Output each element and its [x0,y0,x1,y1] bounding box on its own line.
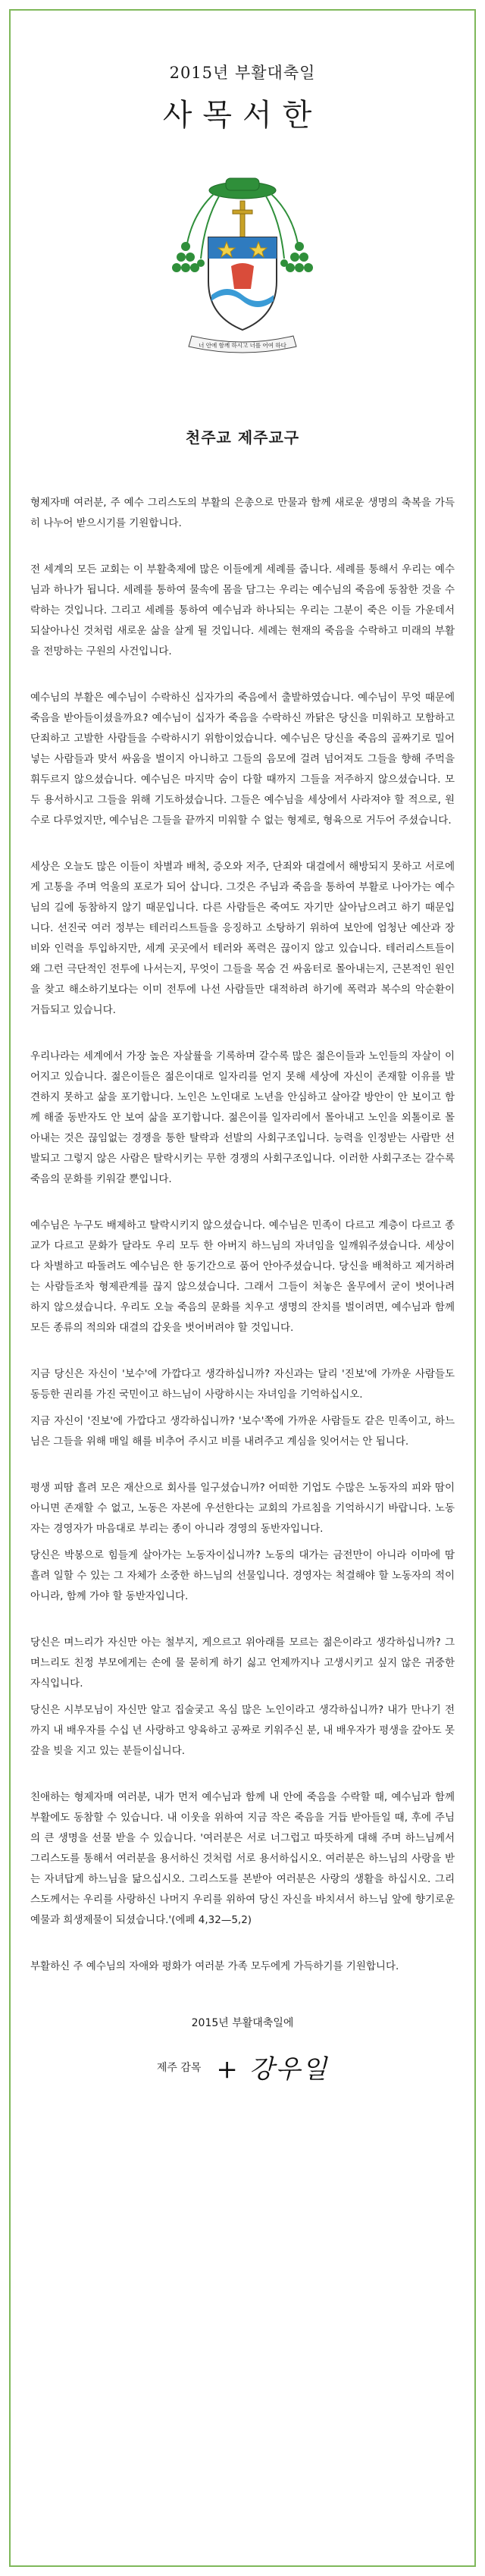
paragraph: 평생 피땀 흘려 모은 재산으로 회사를 일구셨습니까? 어떠한 기업도 수많은 노동자의 피와 땀이 아니면 존재할 수 없고, 노동은 자본에 우선한다는 교회의 가르침을 기억하시기 바랍니다. 노동자는 경영자가 마음대로 부리는 종이 아니라 경영의 동반자입니다. [30,1482,455,1535]
paragraph: 예수님은 누구도 배제하고 탈락시키지 않으셨습니다. 예수님은 민족이 다르고 계층이 다르고 종교가 다르고 문화가 달라도 우리 모두 한 아버지 하느님의 자녀임을 일깨워주셨습니다. 세상이 다 차별하고 따돌려도 예수님은 한 동기간으로 품어 안아주셨습니다. 당신을 배척하고 제거하려는 사람들조차 형제관계를 끊지 않으셨습니다. 그래서 그들이 처놓은 올무에서 굳이 벗어나려 하지 않으셨습니다. 우리도 오늘 죽음의 문화를 치우고 생명의 잔치를 벌이려면, 예수님과 함께 모든 종류의 적의와 대결의 갑옷을 벗어버려야 할 것입니다. [30,1219,455,1334]
paragraph: 예수님의 부활은 예수님이 수락하신 십자가의 죽음에서 출발하였습니다. 예수님이 무엇 때문에 죽음을 받아들이셨을까요? 예수님이 십자가 죽음을 수락하신 까닭은 당신을 미워하고 모함하고 단죄하고 고발한 사람들을 수락하시기 위함이었습니다. 예수님은 당신을 죽음의 골짜기로 밀어넣는 사람들과 맞서 싸움을 벌이지 아니하고 그들의 음모에 걸려 넘어져도 그들을 향해 주먹을 휘두르지 않으셨습니다. 예수님은 마지막 숨이 다할 때까지 그들을 저주하지 않으셨습니다. 모두 용서하시고 그들을 위해 기도하셨습니다. 그들은 예수님을 세상에서 사라져야 할 적으로, 원수로 다루었지만, 예수님은 그들을 끝까지 미워할 수 없는 형제로, 형육으로 거두어 주셨습니다. [30,692,455,827]
paragraph: 친애하는 형제자매 여러분, 내가 먼저 예수님과 함께 내 안에 죽음을 수락할 때, 예수님과 함께 부활에도 동참할 수 있습니다. 내 이웃을 위하여 지금 작은 죽음을 거듭 받아들일 때, 후에 주님의 큰 생명을 선물 받을 수 있습니다. '여러분은 서로 너그럽고 따뜻하게 대해 주며 하느님께서 그리스도를 통해서 여러분을 용서하신 것처럼 서로 용서하십시오. 여러분은 하느님의 사랑을 받는 자녀답게 하느님을 닮으십시오. 그리스도를 본받아 여러분은 사랑의 생활을 하십시오. 그리스도께서는 우리를 사랑하신 나머지 우리를 위하여 당신 자신을 바치셔서 하느님 앞에 향기로운 예물과 희생제물이 되셨습니다.'(에페 4,32—5,2) [30,1791,455,1926]
handwritten-signature: + 강우일 [216,2054,329,2085]
paragraph: 전 세계의 모든 교회는 이 부활축제에 많은 이들에게 세례를 줍니다. 세례를 통해서 우리는 예수님과 하나가 됩니다. 세례를 통하여 물속에 몸을 담그는 우리는 예수님의 죽음에 동참한 것을 수락하는 것입니다. 그리고 세례를 통하여 예수님과 하나되는 우리는 그분이 죽은 이들 가운데서 되살아나신 것처럼 새로운 삶을 살게 될 것입니다. 세례는 현재의 죽음을 수락하고 미래의 부활을 전망하는 구원의 사건입니다. [30,563,455,657]
crest-motto: 너 안에 함께 하시고 너를 어여 하다 [199,342,286,349]
signer-title: 제주 감목 [156,2061,202,2074]
paragraph: 당신은 박봉으로 힘들게 살아가는 노동자이십니까? 노동의 대가는 금전만이 아니라 이마에 땀 흘려 일할 수 있는 그 자체가 소중한 하느님의 선물입니다. 경영자는 척결해야 할 노동자의 적이 아니라, 함께 가야 할 동반자입니다. [30,1549,455,1602]
paragraph: 세상은 오늘도 많은 이들이 차별과 배척, 증오와 저주, 단죄와 대결에서 해방되지 못하고 서로에게 고통을 주며 억울의 포로가 되어 삽니다. 그것은 주님과 죽음을 통하여 부활로 나아가는 예수님의 길에 동참하지 않기 때문입니다. 다른 사람들은 죽여도 자기만 살아남으려고 하기 때문입니다. 선진국 여러 정부는 테러리스트들을 응징하고 소탕하기 위하여 보안에 엄청난 예산과 장비와 인력을 투입하지만, 세계 곳곳에서 테러와 폭력은 끊이지 않고 있습니다. 테러리스트들이 왜 그런 극단적인 전투에 나서는지, 무엇이 그들을 목숨 건 싸움터로 몰아내는지, 근본적인 원인을 찾고 해소하기보다는 이미 전투에 나선 사람들만 대적하려 하기에 폭력과 복수의 악순환이 거듭되고 있습니다. [30,861,455,1016]
letter-title: 사목서한 [162,98,323,133]
letter-header [30,61,455,447]
paragraph: 우리나라는 세계에서 가장 높은 자살률을 기록하며 갈수록 많은 젊은이들과 노인들의 자살이 이어지고 있습니다. 젊은이들은 젊은이대로 일자리를 얻지 못해 세상에 자신이 존재할 이유를 발견하지 못하고 삶을 포기합니다. 노인은 노인대로 노년을 안심하고 살아갈 방안이 안 보이고 함께 해줄 동반자도 안 보여 삶을 포기합니다. 젊은이를 일자리에서 몰아내고 노인을 외톨이로 몰아내는 것은 끊임없는 경쟁을 통한 탈락과 선발의 사회구조입니다. 능력을 인정받는 사람만 선발되고 그렇지 않은 사람은 탈락시키는 무한 경쟁의 사회구조입니다. 이러한 사회구조는 갈수록 죽음의 문화를 키워갈 뿐입니다. [30,1050,455,1185]
paragraph: 지금 자신이 '진보'에 가깝다고 생각하십니까? '보수'쪽에 가까운 사람들도 같은 민족이고, 하느님은 그들을 위해 매일 해를 비추어 주시고 비를 내려주고 계심을 잊어서는 안 됩니다. [30,1415,455,1448]
paragraph: 당신은 시부모님이 자신만 알고 집술궂고 옥심 많은 노인이라고 생각하십니까? 내가 만나기 전까지 내 배우자를 수십 년 사랑하고 양육하고 공짜로 키워주신 분, 내 배우자가 평생을 갚아도 못 갚을 빚을 지고 있는 분들이십니다. [30,1704,455,1757]
bishop-coat-of-arms-icon [148,168,337,357]
closing-date: 2015년 부활대축일에 [191,2017,294,2029]
paragraph: 형제자매 여러분, 주 예수 그리스도의 부활의 은총으로 만물과 함께 새로운 생명의 축복을 가득히 나누어 받으시기를 기원합니다. [30,497,455,529]
paragraph: 부활하신 주 예수님의 자애와 평화가 여러분 가족 모두에게 가득하기를 기원합니다. [30,1960,399,1972]
pre-title: 2015년 부활대축일 [169,64,316,82]
paragraph: 지금 당신은 자신이 '보수'에 가깝다고 생각하십니까? 자신과는 달리 '진보'에 가까운 사람들도 동등한 권리를 가진 국민이고 하느님이 사랑하시는 자녀임을 기억하십시오. [30,1368,455,1401]
paragraph: 당신은 며느리가 자신만 아는 철부지, 게으르고 위아래를 모르는 젊은이라고 생각하십니까? 그 며느리도 친정 부모에게는 손에 물 묻히게 하기 싫고 언제까지나 고생시키고 싶지 않은 귀중한 자식입니다. [30,1636,455,1690]
diocese-name: 천주교 제주교구 [185,428,300,447]
